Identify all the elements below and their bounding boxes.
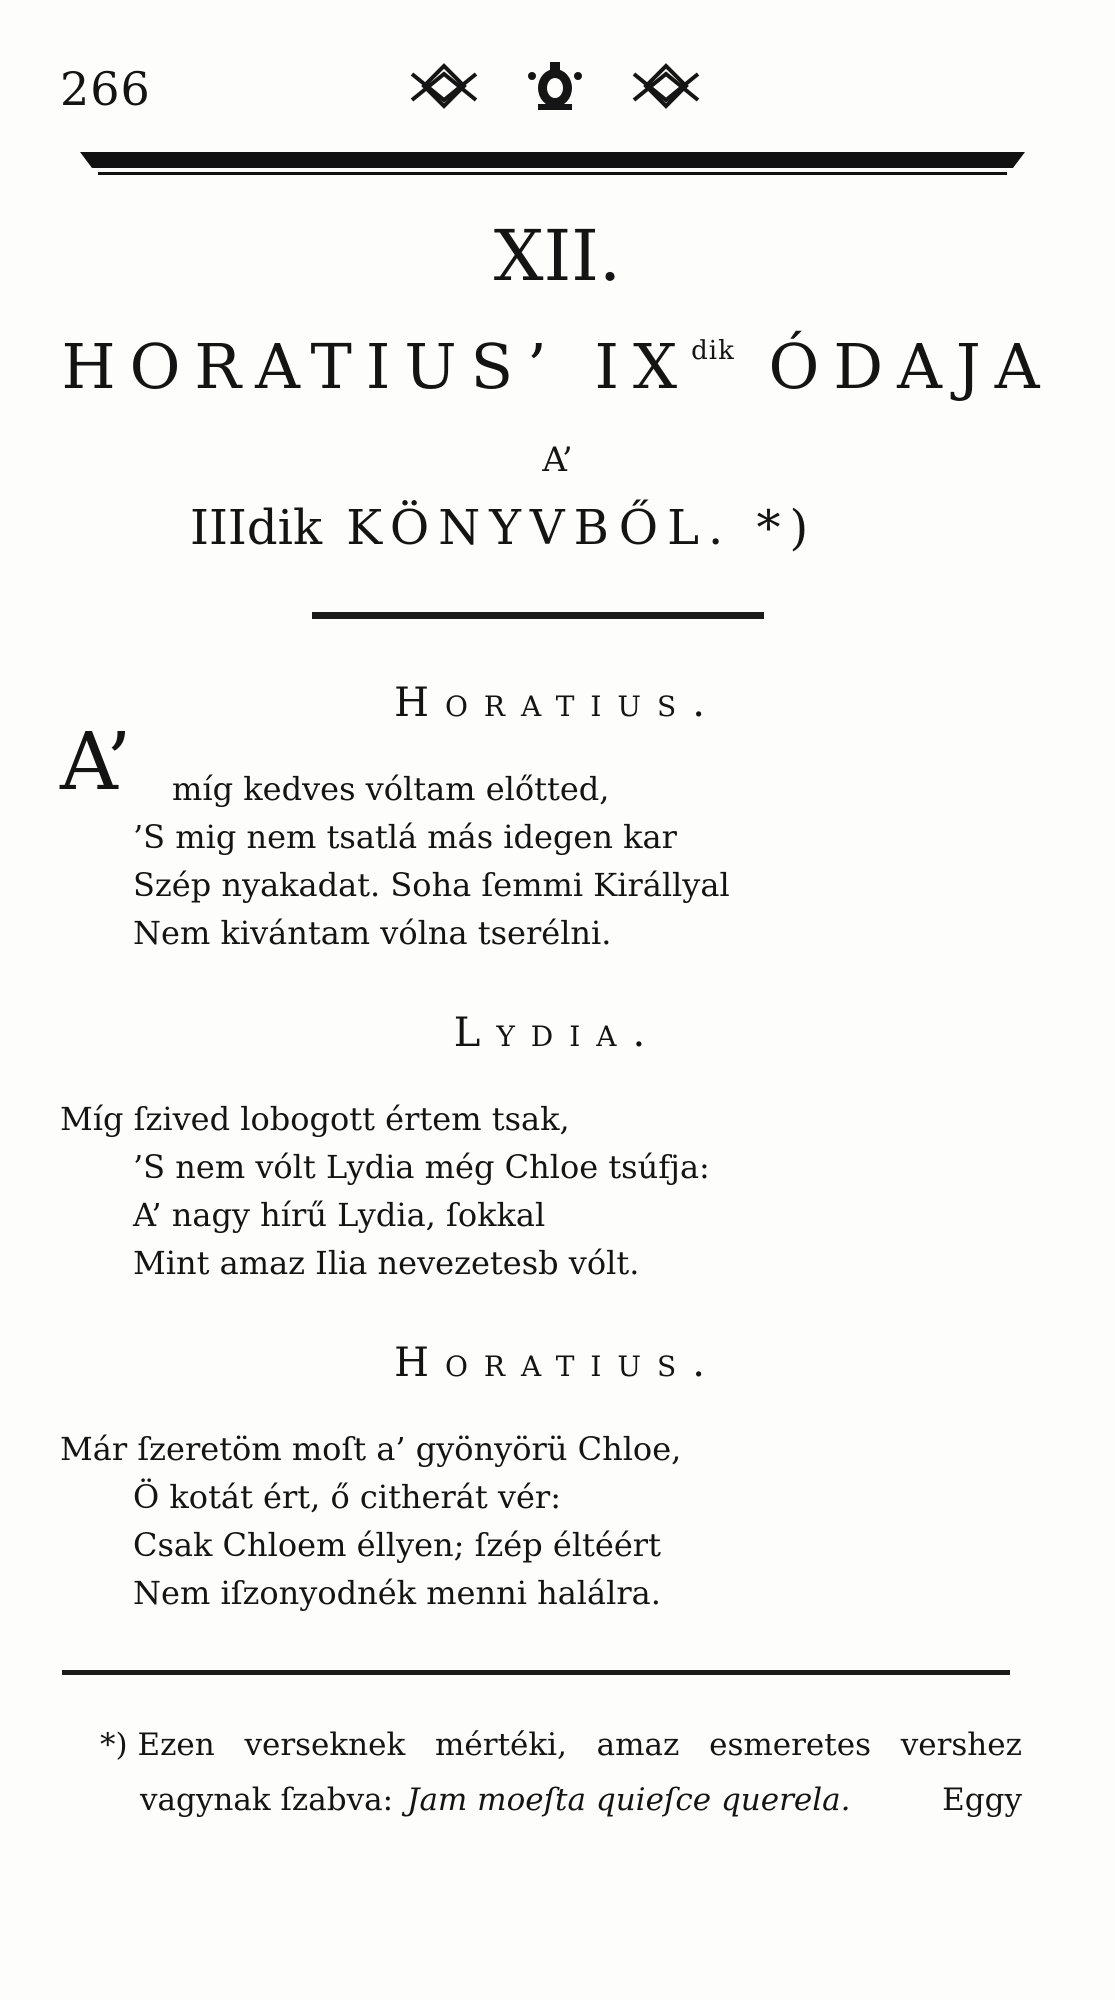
footnote-quote: Jam moeſta quieſce querela.	[407, 1782, 851, 1818]
chapter-numeral: XII.	[493, 215, 622, 297]
footnote-line	[100, 1727, 1022, 1763]
footnote-word: vershez	[900, 1727, 1022, 1763]
footnote-rule	[62, 1670, 1010, 1675]
speaker-heading: Horatius.	[394, 680, 721, 726]
header-rule	[80, 150, 1025, 176]
drop-cap: A’	[60, 715, 132, 808]
footnote-marker: *)	[732, 500, 818, 556]
ode-title-ordinal: dik	[691, 336, 735, 366]
footnote-catchword: Eggy	[942, 1782, 1022, 1818]
verse-line: Nem iſzonyodnék menni halálra.	[133, 1574, 661, 1612]
verse-line: Szép nyakadat. Soha ſemmi Királlyal	[133, 866, 730, 904]
footnote-word: amaz	[596, 1727, 680, 1763]
ode-title-post: ÓDAJA	[734, 330, 1054, 403]
verse-line: A’ nagy hírű Lydia, ſokkal	[133, 1196, 546, 1234]
title-rule	[312, 612, 764, 619]
verse-line: Nem kivántam vólna tserélni.	[133, 914, 612, 952]
footnote-line	[140, 1782, 1022, 1818]
verse-line: míg kedves vóltam előtted,	[172, 770, 610, 808]
speaker-heading: Lydia.	[453, 1010, 662, 1056]
speaker-heading: Horatius.	[394, 1340, 721, 1386]
page-number: 266	[60, 62, 151, 116]
verse-line: Míg ſzived lobogott értem tsak,	[60, 1100, 570, 1138]
footnote-word: esmeretes	[709, 1727, 871, 1763]
footnote-word: mértéki,	[435, 1727, 567, 1763]
footnote-text: vagynak ſzabva:	[140, 1782, 394, 1818]
header-ornament	[410, 56, 700, 116]
book-title-main: KÖNYVBŐL.	[322, 500, 733, 556]
verse-line: Már ſzeretöm moſt a’ gyönyörü Chloe,	[60, 1430, 682, 1468]
verse-line: Ö kotát ért, ő citherát vér:	[133, 1478, 561, 1516]
verse-line: ’S mig nem tsatlá más idegen kar	[133, 818, 677, 856]
book-title	[190, 500, 925, 556]
book-title-pre: IIIdik	[190, 500, 323, 556]
verse-line: ’S nem vólt Lydia még Chloe tsúfja:	[133, 1148, 710, 1186]
title-connector: A’	[542, 440, 573, 480]
ode-title	[0, 330, 1115, 403]
footnote-word: verseknek	[244, 1727, 406, 1763]
verse-line: Csak Chloem éllyen; ſzép éltéért	[133, 1526, 661, 1564]
verse-line: Mint amaz Ilia nevezetesb vólt.	[133, 1244, 640, 1282]
footnote-word: *) Ezen	[100, 1727, 215, 1763]
ode-title-pre: HORATIUS’ IX	[61, 330, 692, 403]
